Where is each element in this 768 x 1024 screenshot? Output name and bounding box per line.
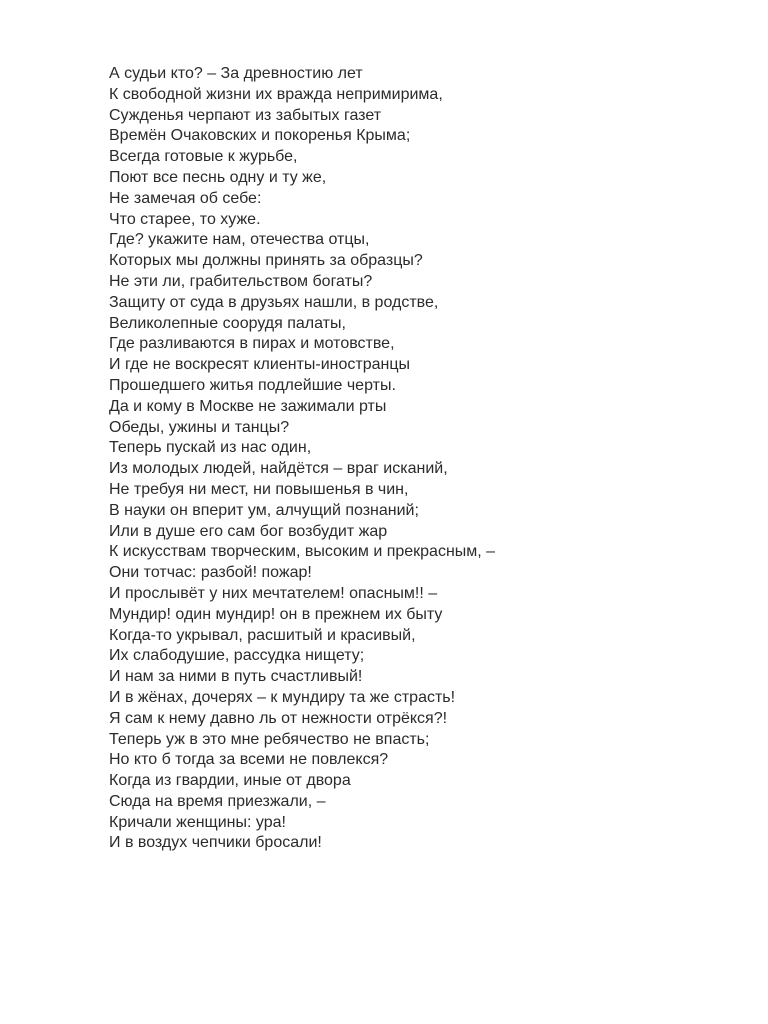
poem-line: Поют все песнь одну и ту же, — [109, 168, 327, 186]
poem-line: Они тотчас: разбой! пожар! — [109, 564, 312, 582]
poem-line: Да и кому в Москве не зажимали рты — [109, 397, 387, 415]
poem-line: Которых мы должны принять за образцы? — [109, 252, 423, 270]
poem-line: Из молодых людей, найдётся – враг исканий, — [109, 460, 448, 478]
poem-line: Кричали женщины: ура! — [109, 813, 286, 831]
poem-line: Защиту от суда в друзьях нашли, в родстве, — [109, 293, 439, 311]
poem-line: Мундир! один мундир! он в прежнем их быту — [109, 605, 443, 623]
poem-line: Не требуя ни мест, ни повышенья в чин, — [109, 480, 409, 498]
poem-line: К свободной жизни их вражда непримирима, — [109, 85, 443, 103]
poem-line: Я сам к нему давно ль от нежности отрёкся?! — [109, 709, 448, 727]
poem-line: В науки он вперит ум, алчущий познаний; — [109, 501, 419, 519]
poem-line: Но кто б тогда за всеми не повлекся? — [109, 751, 389, 769]
poem-line: Или в душе его сам бог возбудит жар — [109, 522, 388, 540]
poem-line: Всегда готовые к журьбе, — [109, 148, 298, 166]
poem-line: Когда из гвардии, иные от двора — [109, 772, 351, 790]
poem-line: Сужденья черпают из забытых газет — [109, 106, 382, 124]
poem-line: Где? укажите нам, отечества отцы, — [109, 231, 370, 249]
poem-line: Времён Очаковских и покоренья Крыма; — [109, 127, 411, 145]
poem-line: Теперь уж в это мне ребячество не впасть; — [109, 730, 430, 748]
poem-line: К искусствам творческим, высоким и прекрасным, – — [109, 543, 496, 561]
poem-line: И в воздух чепчики бросали! — [109, 834, 322, 852]
poem-line: И прослывёт у них мечтателем! опасным!! – — [109, 584, 438, 602]
poem-line: Сюда на время приезжали, – — [109, 792, 326, 810]
poem-line: И в жёнах, дочерях – к мундиру та же страсть! — [109, 688, 456, 706]
poem-line: Великолепные соорудя палаты, — [109, 314, 346, 332]
poem-line: Прошедшего житья подлейшие черты. — [109, 376, 396, 394]
poem-text — [109, 64, 495, 854]
poem-line: Обеды, ужины и танцы? — [109, 418, 290, 436]
poem-line: А судьи кто? – За древностию лет — [109, 65, 363, 82]
poem-line: Что старее, то хуже. — [109, 210, 261, 228]
poem-line: Не эти ли, грабительством богаты? — [109, 272, 373, 290]
poem-line: И где не воскресят клиенты-иностранцы — [109, 356, 411, 374]
poem-line: Не замечая об себе: — [109, 189, 262, 207]
poem-line: И нам за ними в путь счастливый! — [109, 668, 363, 686]
poem-line: Где разливаются в пирах и мотовстве, — [109, 335, 395, 353]
poem-line: Когда-то укрывал, расшитый и красивый, — [109, 626, 416, 644]
poem-line: Теперь пускай из нас один, — [109, 439, 312, 457]
poem-line: Их слабодушие, рассудка нищету; — [109, 647, 365, 665]
